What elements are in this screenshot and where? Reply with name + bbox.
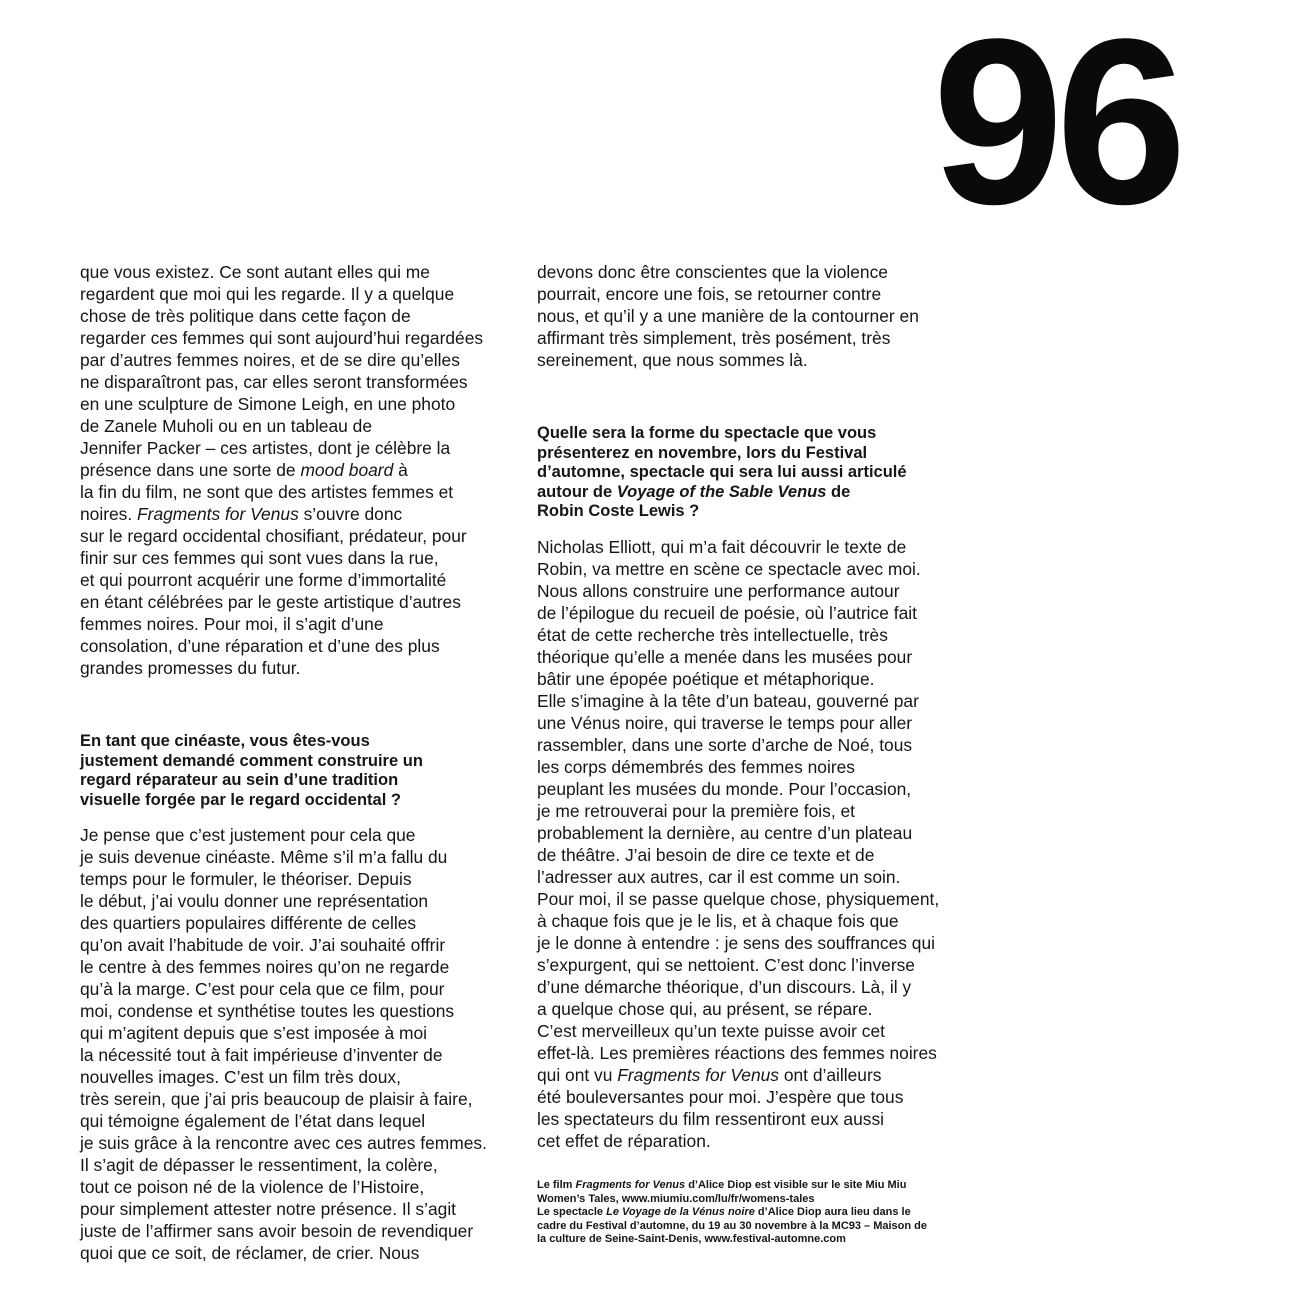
text-line: pourrait, encore une fois, se retourner contre [537, 284, 882, 304]
text-line: de théâtre. J’ai besoin de dire ce texte et de [537, 844, 875, 865]
text-line: cet effet de réparation. [537, 1130, 711, 1151]
text-line: rassembler, dans une sorte d’arche de Noé, tous [537, 734, 913, 755]
text-line: l’adresser aux autres, car il est comme un soin. [537, 866, 901, 887]
text-fragment: s’ouvre donc [298, 504, 403, 524]
text-fragment: Le spectacle [537, 1206, 607, 1218]
text-line: a quelque chose qui, au présent, se répare. [537, 998, 873, 1019]
text-fragment: qui ont vu [537, 1064, 618, 1085]
text-line: qu’on avait l’habitude de voir. J’ai souhaité offrir [80, 935, 446, 955]
right-answer-paragraph [537, 536, 977, 1152]
credit-line [537, 1206, 977, 1220]
text-fragment: d’Alice Diop est visible sur le site Miu Miu [685, 1179, 907, 1191]
text-line: pour simplement attester notre présence. Il s’agit [80, 1199, 457, 1219]
text-line: Pour moi, il se passe quelque chose, physiquement, [537, 888, 940, 909]
text-line [80, 459, 520, 481]
text-line: la fin du film, ne sont que des artistes femmes et [80, 482, 454, 502]
left-intro-paragraph [80, 261, 520, 679]
text-line: quoi que ce soit, de réclamer, de crier. Nous [80, 1243, 420, 1263]
text-line: femmes noires. Pour moi, il s’agit d’une [80, 614, 384, 634]
text-line: qui m’agitent depuis que s’est imposée à moi [80, 1023, 428, 1043]
text-line: Robin, va mettre en scène ce spectacle avec moi. [537, 558, 921, 579]
show-title-italic: Le Voyage de la Vénus noire [606, 1206, 755, 1218]
text-line: sur le regard occidental chosifiant, prédateur, pour [80, 526, 467, 546]
text-line: une Vénus noire, qui traverse le temps pour aller [537, 712, 913, 733]
text-line: nouvelles images. C’est un film très doux, [80, 1067, 401, 1087]
text-line: en une sculpture de Simone Leigh, en une photo [80, 394, 456, 414]
text-line: très serein, que j’ai pris beaucoup de plaisir à faire, [80, 1089, 473, 1109]
text-line: devons donc être conscientes que la violence [537, 262, 888, 282]
text-line: les spectateurs du film ressentiront eux aussi [537, 1108, 885, 1129]
text-line: tout ce poison né de la violence de l’Histoire, [80, 1177, 425, 1197]
right-question [537, 424, 977, 522]
right-column [537, 261, 977, 1152]
text-line: juste de l’affirmer sans avoir besoin de revendiquer [80, 1221, 474, 1241]
credits-note [537, 1179, 977, 1247]
text-line: Nous allons construire une performance autour [537, 580, 900, 601]
text-line: en étant célébrées par le geste artistique d’autres [80, 592, 461, 612]
credit-line: Women’s Tales, www.miumiu.com/lu/fr/womens-tales [537, 1192, 815, 1205]
italic-fragment: mood board [300, 460, 394, 480]
text-line: et qui pourront acquérir une forme d’immortalité [80, 570, 447, 590]
text-line: probablement la dernière, au centre d’un plateau [537, 822, 913, 843]
text-fragment: à [393, 460, 408, 480]
book-title-italic: Voyage of the Sable Venus [616, 482, 827, 501]
text-line [80, 503, 520, 525]
question-line: Robin Coste Lewis ? [537, 502, 700, 520]
text-line [537, 1064, 977, 1086]
question-line: présenterez en novembre, lors du Festival [537, 443, 868, 462]
text-line: bâtir une épopée poétique et métaphorique. [537, 668, 875, 689]
text-line: je suis devenue cinéaste. Même s’il m’a fallu du [80, 847, 448, 867]
text-fragment: d’Alice Diop aura lieu dans le [754, 1206, 911, 1218]
credit-line: cadre du Festival d’automne, du 19 au 30 novembre à la MC93 – Maison de [537, 1219, 928, 1232]
text-line: que vous existez. Ce sont autant elles qui me [80, 262, 430, 282]
text-line: regardent que moi qui les regarde. Il y a quelque [80, 284, 455, 304]
text-line: des quartiers populaires différente de celles [80, 913, 417, 933]
text-line: effet-là. Les premières réactions des femmes noires [537, 1042, 937, 1063]
text-line: chose de très politique dans cette façon de [80, 306, 411, 326]
question-line: justement demandé comment construire un [80, 751, 423, 770]
text-line: nous, et qu’il y a une manière de la contourner en [537, 306, 919, 326]
text-line: Il s’agit de dépasser le ressentiment, la colère, [80, 1155, 438, 1175]
page-number: 96 [932, 0, 1179, 254]
text-line: sereinement, que nous sommes là. [537, 350, 808, 370]
text-fragment: de [826, 482, 851, 501]
text-line: état de cette recherche très intellectuelle, très [537, 624, 888, 645]
text-line: s’expurgent, qui se nettoient. C’est donc l’inverse [537, 954, 915, 975]
text-line: par d’autres femmes noires, et de se dire qu’elles [80, 350, 460, 370]
text-line: grandes promesses du futur. [80, 658, 301, 678]
question-line: visuelle forgée par le regard occidental ? [80, 790, 401, 809]
text-fragment: autour de [537, 482, 617, 501]
text-line: C’est merveilleux qu’un texte puisse avoir cet [537, 1020, 885, 1041]
text-line: théorique qu’elle a menée dans les musées pour [537, 646, 913, 667]
text-line: peuplant les musées du monde. Pour l’occasion, [537, 778, 912, 799]
question-line: regard réparateur au sein d’une tradition [80, 771, 399, 789]
text-line: Je pense que c’est justement pour cela que [80, 825, 416, 845]
text-line: Nicholas Elliott, qui m’a fait découvrir le texte de [537, 536, 907, 557]
film-title-italic: Fragments for Venus [617, 1064, 779, 1085]
text-line: qui témoigne également de l’état dans lequel [80, 1111, 426, 1131]
left-answer-paragraph [80, 824, 520, 1264]
text-line: je le donne à entendre : je sens des souffrances qui [537, 932, 936, 953]
question-line: d’automne, spectacle qui sera lui aussi articulé [537, 463, 907, 481]
text-line: je me retrouverai pour la première fois, et [537, 800, 855, 821]
text-line: le début, j’ai voulu donner une représentation [80, 891, 429, 911]
text-line: je suis grâce à la rencontre avec ces autres femmes. [80, 1133, 487, 1153]
film-title-italic: Fragments for Venus [575, 1179, 686, 1191]
text-line: de l’épilogue du recueil de poésie, où l’autrice fait [537, 602, 917, 623]
text-line: Elle s’imagine à la tête d’un bateau, gouverné par [537, 690, 919, 711]
credit-line [537, 1179, 977, 1193]
left-column [80, 261, 520, 1264]
text-fragment: ont d’ailleurs [779, 1064, 882, 1085]
text-fragment: présence dans une sorte de [80, 460, 301, 480]
text-line: Jennifer Packer – ces artistes, dont je célèbre la [80, 438, 451, 458]
text-line: d’une démarche théorique, d’un discours. Là, il y [537, 976, 912, 997]
left-question [80, 732, 520, 810]
question-line [537, 483, 977, 503]
question-line: Quelle sera la forme du spectacle que vous [537, 424, 877, 442]
text-fragment: noires. [80, 504, 138, 524]
text-line: moi, condense et synthétise toutes les questions [80, 1001, 455, 1021]
text-line: à chaque fois que je le lis, et à chaque fois que [537, 910, 899, 931]
credit-line: la culture de Seine-Saint-Denis, www.festival-automne.com [537, 1233, 846, 1245]
text-fragment: Le film [537, 1179, 576, 1191]
text-line: les corps démembrés des femmes noires [537, 756, 855, 777]
text-line: été bouleversantes pour moi. J’espère que tous [537, 1086, 904, 1107]
question-line: En tant que cinéaste, vous êtes-vous [80, 732, 370, 750]
right-intro-paragraph [537, 261, 977, 371]
text-line: consolation, d’une réparation et d’une des plus [80, 636, 440, 656]
text-line: finir sur ces femmes qui sont vues dans la rue, [80, 548, 439, 568]
text-line: de Zanele Muholi ou en un tableau de [80, 416, 372, 436]
text-line: regarder ces femmes qui sont aujourd’hui regardées [80, 328, 484, 348]
text-line: la nécessité tout à fait impérieuse d’inventer de [80, 1045, 443, 1065]
text-line: temps pour le formuler, le théoriser. Depuis [80, 869, 412, 889]
film-title-italic: Fragments for Venus [137, 504, 299, 524]
text-line: qu’à la marge. C’est pour cela que ce film, pour [80, 979, 445, 999]
text-line: le centre à des femmes noires qu’on ne regarde [80, 957, 450, 977]
text-line: ne disparaîtront pas, car elles seront transformées [80, 372, 468, 392]
text-line: affirmant très simplement, très posément, très [537, 328, 891, 348]
